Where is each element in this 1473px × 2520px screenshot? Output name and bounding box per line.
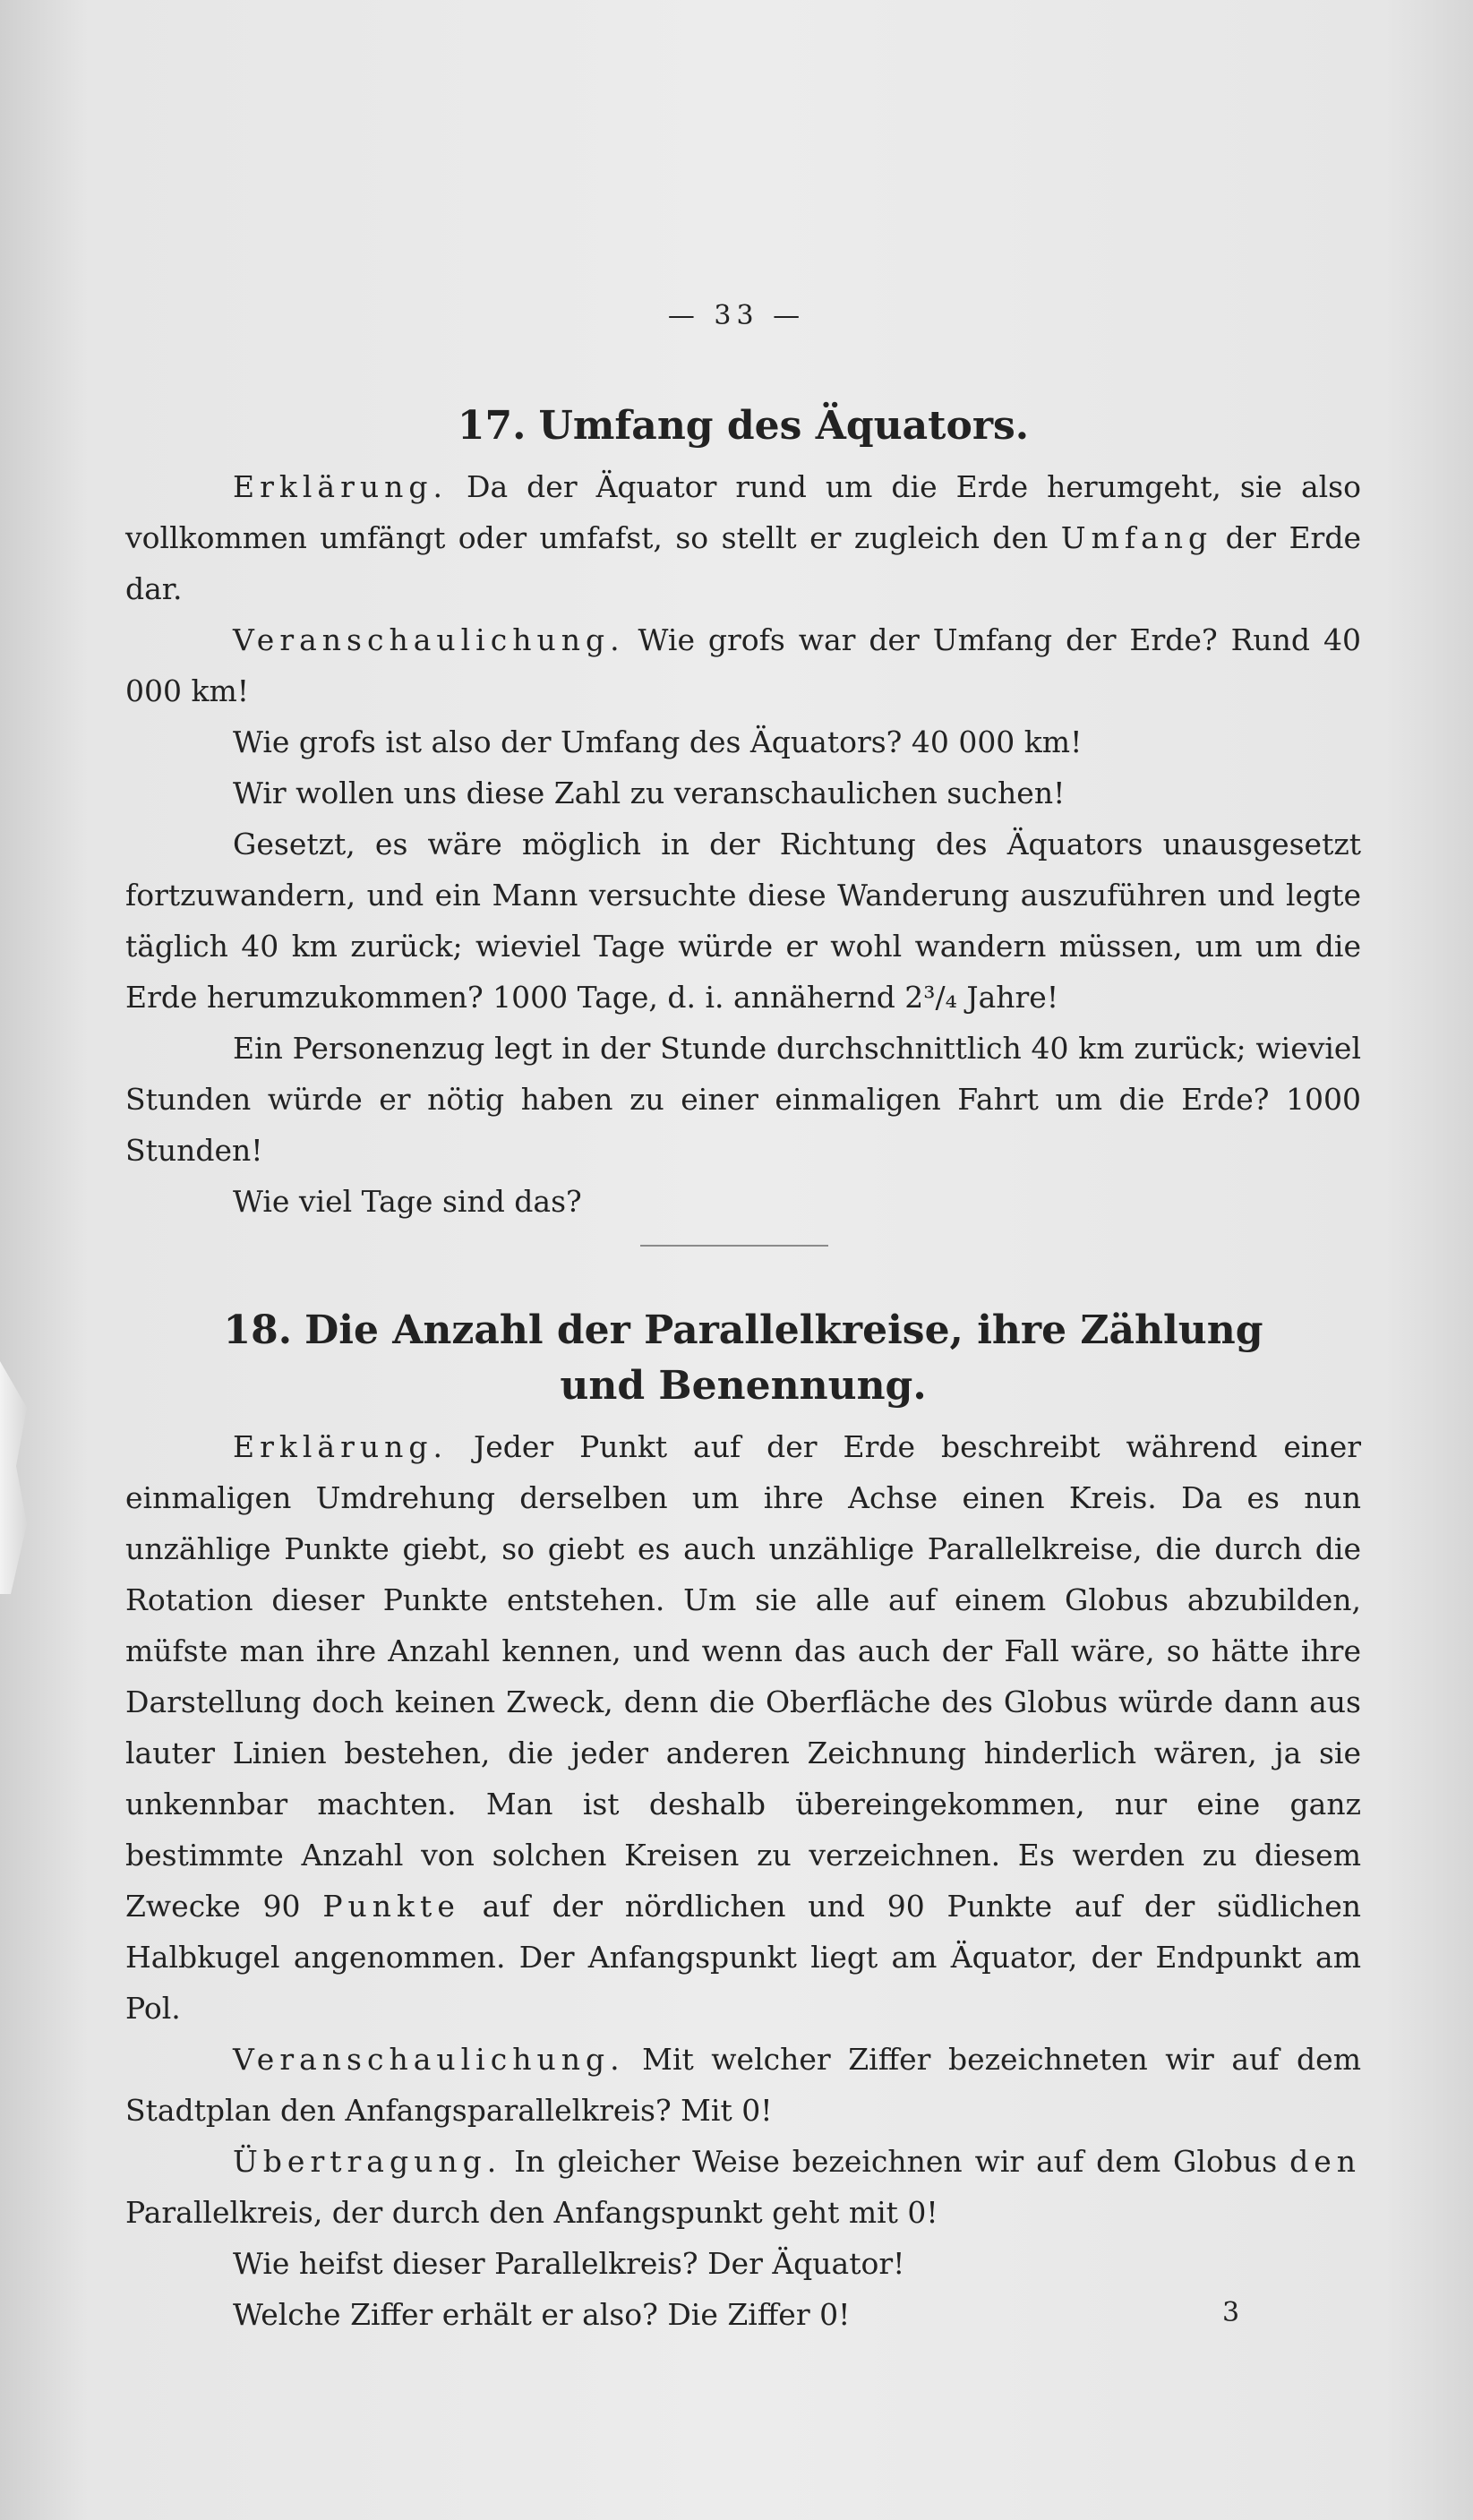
paragraph: Wir wollen uns diese Zahl zu veranschaulichen suchen!	[233, 776, 1066, 810]
paragraph: Wie heifst dieser Parallelkreis? Der Äquator!	[233, 2246, 905, 2281]
section-17-title: Umfang des Äquators.	[538, 403, 1030, 449]
emphasis-text: Punkte	[322, 1889, 460, 1924]
paragraph-text: Da der Äquator rund um die Erde herumgeht, sie also vollkommen umfängt oder umfafst, so stellt er zugleich den	[125, 469, 1361, 555]
page-number: — 33 —	[667, 300, 806, 331]
torn-edge	[0, 1361, 27, 1594]
paragraph	[125, 2034, 1361, 2136]
section-18-number: 18.	[223, 1307, 293, 1353]
paragraph-text: Mit welcher Ziffer bezeichneten wir auf dem Stadtplan den Anfangsparallelkreis? Mit 0!	[125, 2042, 1361, 2128]
paragraph: Welche Ziffer erhält er also? Die Ziffer 0!	[233, 2297, 851, 2332]
paragraph	[125, 461, 1361, 614]
emphasis-text: den	[1289, 2144, 1361, 2179]
paragraph-label: Übertragung.	[233, 2144, 502, 2179]
section-divider	[640, 1245, 828, 1247]
paragraph-label: Veranschaulichung.	[233, 622, 625, 657]
paragraph: Wie viel Tage sind das?	[233, 1184, 582, 1219]
paragraph-text: Jeder Punkt auf der Erde beschreibt während einer einmaligen Umdrehung derselben um ihre Achse einen Kreis. Da es nun unzählige Punkte giebt, so giebt es auch unzählige Parallelkreise, die durch die Rotation dieser Punkte entstehen. Um sie alle auf einem Globus abzubilden, müfste man ihre Anzahl kennen, und wenn das auch der Fall wäre, so hätte ihre Darstellung doch keinen Zweck, denn die Oberfläche des Globus würde dann aus lauter Linien bestehen, die jeder anderen Zeichnung hinderlich wären, ja sie unkennbar machten. Man ist deshalb übereingekommen, nur eine ganz bestimmte Anzahl von solchen Kreisen zu verzeichnen. Es werden zu diesem Zwecke 90	[125, 1429, 1361, 1924]
paragraph	[125, 614, 1361, 716]
paragraph: Wie grofs ist also der Umfang des Äquators? 40 000 km!	[233, 724, 1083, 759]
paragraph-text: Parallelkreis, der durch den Anfangspunkt geht mit 0!	[125, 2195, 938, 2230]
paragraph-text: Wie grofs war der Umfang der Erde? Rund 40 000 km!	[125, 622, 1361, 708]
section-18-title-line-1: Die Anzahl der Parallelkreise, ihre Zählung	[304, 1307, 1263, 1353]
paragraph: Gesetzt, es wäre möglich in der Richtung des Äquators unausgesetzt fortzuwandern, und ein Mann versuchte diese Wanderung auszuführen und legte täglich 40 km zurück; wieviel Tage würde er wohl wandern müssen, um um die Erde herumzukommen? 1000 Tage, d. i. annähernd 2³/₄ Jahre!	[125, 827, 1361, 1015]
paragraph	[125, 1421, 1361, 2034]
section-18-title-line-2: und Benennung.	[560, 1363, 927, 1409]
paragraph: Ein Personenzug legt in der Stunde durchschnittlich 40 km zurück; wieviel Stunden würde er nötig haben zu einer einmaligen Fahrt um die Erde? 1000 Stunden!	[125, 1031, 1361, 1168]
paragraph-label: Veranschaulichung.	[233, 2042, 625, 2077]
paragraph-text: der Erde dar.	[125, 520, 1361, 606]
paragraph	[125, 2136, 1361, 2238]
paragraph-label: Erklärung.	[233, 469, 448, 504]
emphasis-text: Umfang	[1060, 520, 1213, 555]
section-18-heading	[125, 1303, 1361, 1414]
section-17	[125, 399, 1361, 1227]
paragraph-text: auf der nördlichen und 90 Punkte auf der südlichen Halbkugel angenommen. Der Anfangspunkt liegt am Äquator, der Endpunkt am Pol.	[125, 1889, 1362, 2026]
section-18	[125, 1303, 1361, 2340]
paragraph-label: Erklärung.	[233, 1429, 448, 1464]
paragraph-text: In gleicher Weise bezeichnen wir auf dem Globus	[501, 2144, 1290, 2179]
section-17-heading	[125, 399, 1361, 454]
signature-mark: 3	[1222, 2297, 1240, 2328]
section-17-number: 17.	[457, 403, 527, 449]
